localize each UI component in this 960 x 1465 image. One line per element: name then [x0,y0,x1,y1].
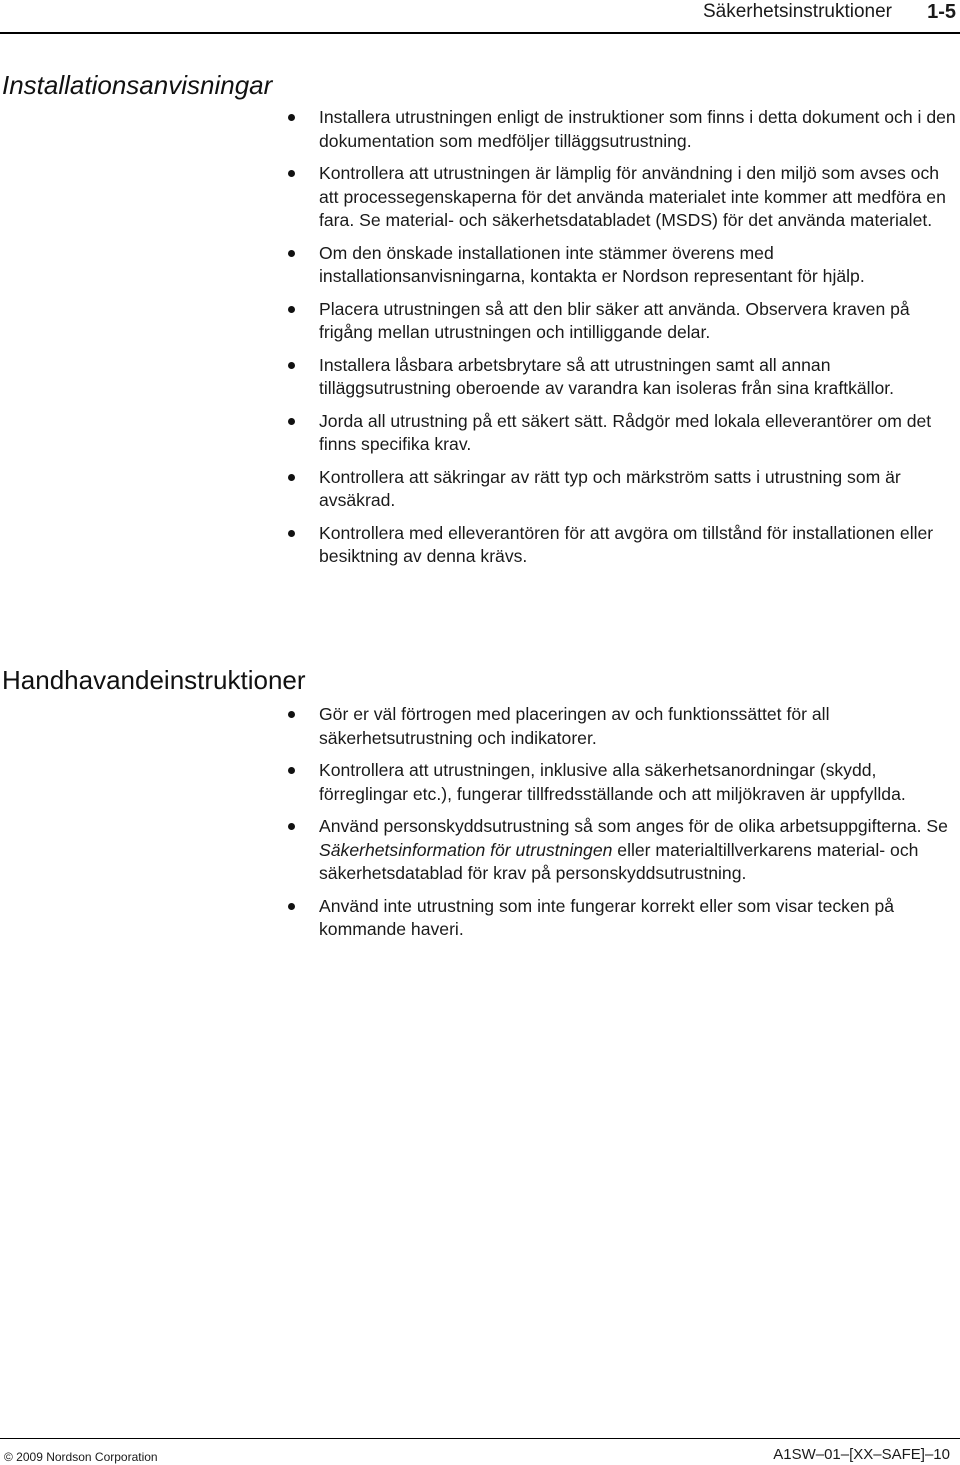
installation-list [286,106,958,578]
installation-item-5: Installera låsbara arbetsbrytare så att utrustningen samt all annan tilläggsutrustning oberoende av varandra kan isoleras från sina kraftkällor. [286,354,958,401]
operation-item-3-text-after: eller materialtillverkarens material- och säkerhetsdatablad för krav på personskyddsutrustning. [319,839,919,883]
footer-rule [0,1438,960,1439]
operation-item-3-text-before: Använd personskyddsutrustning så som anges för de olika arbetsuppgifterna. Se [319,816,948,836]
operation-heading: Handhavandeinstruktioner [2,665,306,695]
header-page-number: 1-5 [927,1,956,23]
page-header [0,0,960,34]
footer-copyright: © 2009 Nordson Corporation [4,1450,158,1464]
header-section-title: Säkerhetsinstruktioner [702,1,892,22]
installation-item-7: Kontrollera att säkringar av rätt typ och märkström satts i utrustning som är avsäkrad. [286,466,958,513]
page-footer [0,1438,960,1465]
installation-item-4: Placera utrustningen så att den blir säker att använda. Observera kraven på frigång mellan utrustningen och intilliggande delar. [286,298,958,345]
installation-item-1: Installera utrustningen enligt de instruktioner som finns i detta dokument och i den dokumentation som medföljer tilläggsutrustning. [286,106,958,153]
installation-item-3: Om den önskade installationen inte stämmer överens med installationsanvisningarna, kontakta er Nordson representant för hjälp. [286,242,958,289]
operation-item-2: Kontrollera att utrustningen, inklusive alla säkerhetsanordningar (skydd, förreglingar etc.), fungerar tillfredsställande och att miljökraven är uppfyllda. [286,759,958,806]
operation-item-1: Gör er väl förtrogen med placeringen av och funktionssättet för all säkerhetsutrustning och indikatorer. [286,703,958,750]
header-rule [0,32,960,34]
installation-heading: Installationsanvisningar [2,70,273,100]
operation-item-4: Använd inte utrustning som inte fungerar korrekt eller som visar tecken på kommande haveri. [286,895,958,942]
installation-item-8: Kontrollera med elleverantören för att avgöra om tillstånd för installationen eller besiktning av denna krävs. [286,522,958,569]
installation-item-2: Kontrollera att utrustningen är lämplig för användning i den miljö som avses och att processegenskaperna för det använda materialet inte kommer att medföra en fara. Se material- och säkerhetsdatabladet (MSDS) för det använda materialet. [286,162,958,233]
footer-document-code: A1SW–01–[XX–SAFE]–10 [773,1446,950,1463]
operation-list [286,703,958,951]
safety-information-reference: Säkerhetsinformation för utrustningen [319,839,613,860]
operation-item-3 [286,815,958,886]
installation-item-6: Jorda all utrustning på ett säkert sätt. Rådgör med lokala elleverantörer om det finns specifika krav. [286,410,958,457]
